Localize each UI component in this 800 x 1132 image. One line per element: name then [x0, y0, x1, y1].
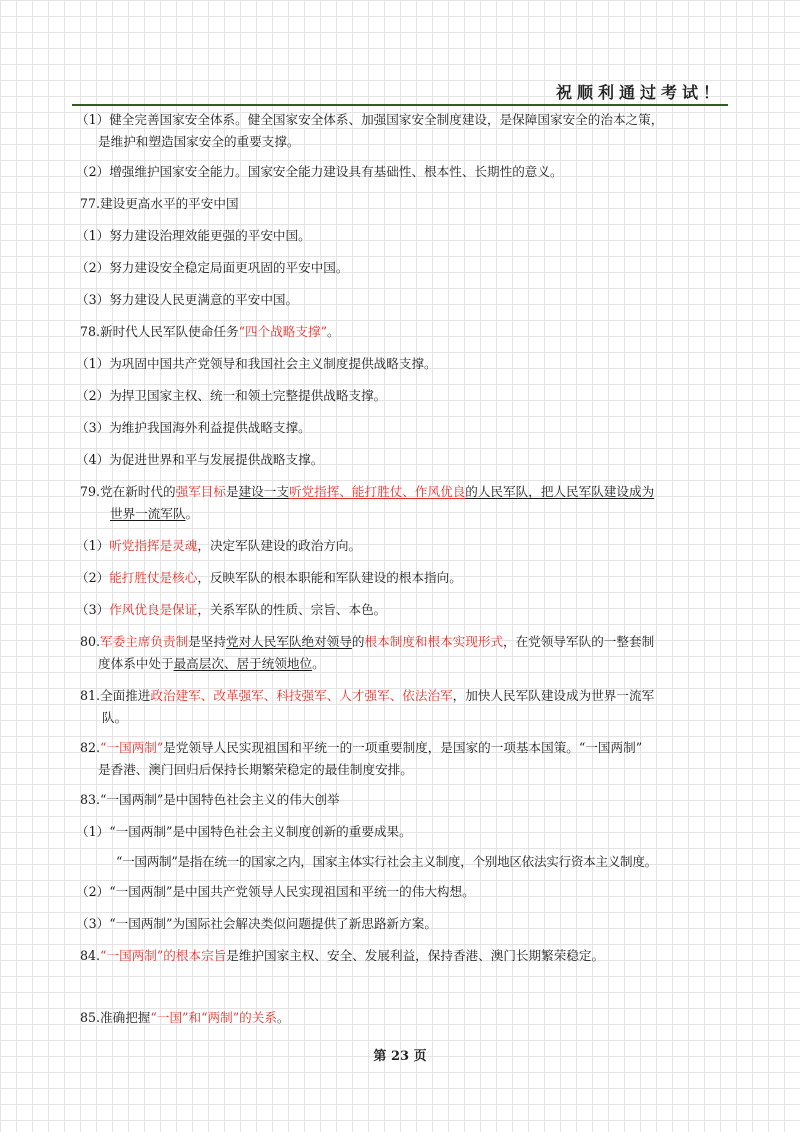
- item-77-2: （2）努力建设安全稳定局面更巩固的平安中国。: [76, 260, 349, 275]
- item-76-2: （2）增强维护国家安全能力。国家安全能力建设具有基础性、根本性、长期性的意义。: [76, 164, 563, 179]
- page-number: 第 23 页: [373, 1049, 427, 1064]
- item-83-1-detail: “一国两制”是指在统一的国家之内，国家主体实行社会主义制度，个别地区依法实行资本主义制度。: [116, 854, 657, 869]
- four-strategic-supports: “四个战略支撑”: [238, 324, 328, 339]
- item-79-2: （2）能打胜仗是核心，反映军队的根本职能和军队建设的根本指向。: [76, 570, 462, 585]
- item-81-line2: 队。: [102, 710, 128, 725]
- item-84: 84.“一国两制”的根本宗旨是维护国家主权、安全、发展利益，保持香港、澳门长期繁荣稳定。: [80, 948, 605, 963]
- item-80-line2: 度体系中处于最高层次、居于统领地位。: [98, 656, 325, 671]
- item-78-heading: 78.新时代人民军队使命任务“四个战略支撑”。: [80, 324, 340, 339]
- item-82-line1: 82.“一国两制”是党领导人民实现祖国和平统一的一项重要制度，是国家的一项基本国策。“一国两制”: [80, 740, 643, 755]
- item-77-heading: 77.建设更高水平的平安中国: [80, 196, 239, 211]
- item-77-1: （1）努力建设治理效能更强的平安中国。: [76, 228, 311, 243]
- item-78-2: （2）为捍卫国家主权、统一和领土完整提供战略支撑。: [76, 388, 387, 403]
- item-78-4: （4）为促进世界和平与发展提供战略支撑。: [76, 452, 324, 467]
- item-76-1-line2: 是维护和塑造国家安全的重要支撑。: [98, 134, 300, 149]
- item-78-3: （3）为维护我国海外利益提供战略支撑。: [76, 420, 311, 435]
- item-79-3: （3）作风优良是保证，关系军队的性质、宗旨、本色。: [76, 602, 387, 617]
- item-83-2: （2）“一国两制”是中国共产党领导人民实现祖国和平统一的伟大构想。: [76, 884, 475, 899]
- item-83-heading: 83.“一国两制”是中国特色社会主义的伟大创举: [80, 792, 340, 807]
- item-79-heading-line1: 79.党在新时代的强军目标是建设一支听党指挥、能打胜仗、作风优良的人民军队，把人民军队建设成为: [80, 484, 655, 499]
- item-79-1: （1）听党指挥是灵魂，决定军队建设的政治方向。: [76, 538, 362, 553]
- item-80-line1: 80.军委主席负责制是坚持党对人民军队绝对领导的根本制度和根本实现形式，在党领导军队的一整套制: [80, 634, 655, 649]
- item-83-3: （3）“一国两制”为国际社会解决类似问题提供了新思路新方案。: [76, 916, 437, 931]
- item-79-heading-line2: 世界一流军队。: [110, 506, 199, 521]
- page-header: [72, 74, 728, 104]
- header-slogan: 祝顺利通过考试！: [555, 83, 724, 102]
- item-83-1: （1）“一国两制”是中国特色社会主义制度创新的重要成果。: [76, 824, 412, 839]
- item-76-1-line1: （1）健全完善国家安全体系。健全国家安全体系、加强国家安全制度建设，是保障国家安全的治本之策，: [76, 112, 664, 127]
- header-rule: [72, 104, 728, 106]
- strong-army-goal: 强军目标: [175, 484, 226, 499]
- item-78-1: （1）为巩固中国共产党领导和我国社会主义制度提供战略支撑。: [76, 356, 437, 371]
- item-82-line2: 是香港、澳门回归后保持长期繁荣稳定的最佳制度安排。: [98, 762, 413, 777]
- item-77-3: （3）努力建设人民更满意的平安中国。: [76, 292, 299, 307]
- item-81-line1: 81.全面推进政治建军、改革强军、科技强军、人才强军、依法治军，加快人民军队建设成为世界一流军: [80, 688, 655, 703]
- item-85: 85.准确把握“一国”和“两制”的关系。: [80, 1010, 290, 1025]
